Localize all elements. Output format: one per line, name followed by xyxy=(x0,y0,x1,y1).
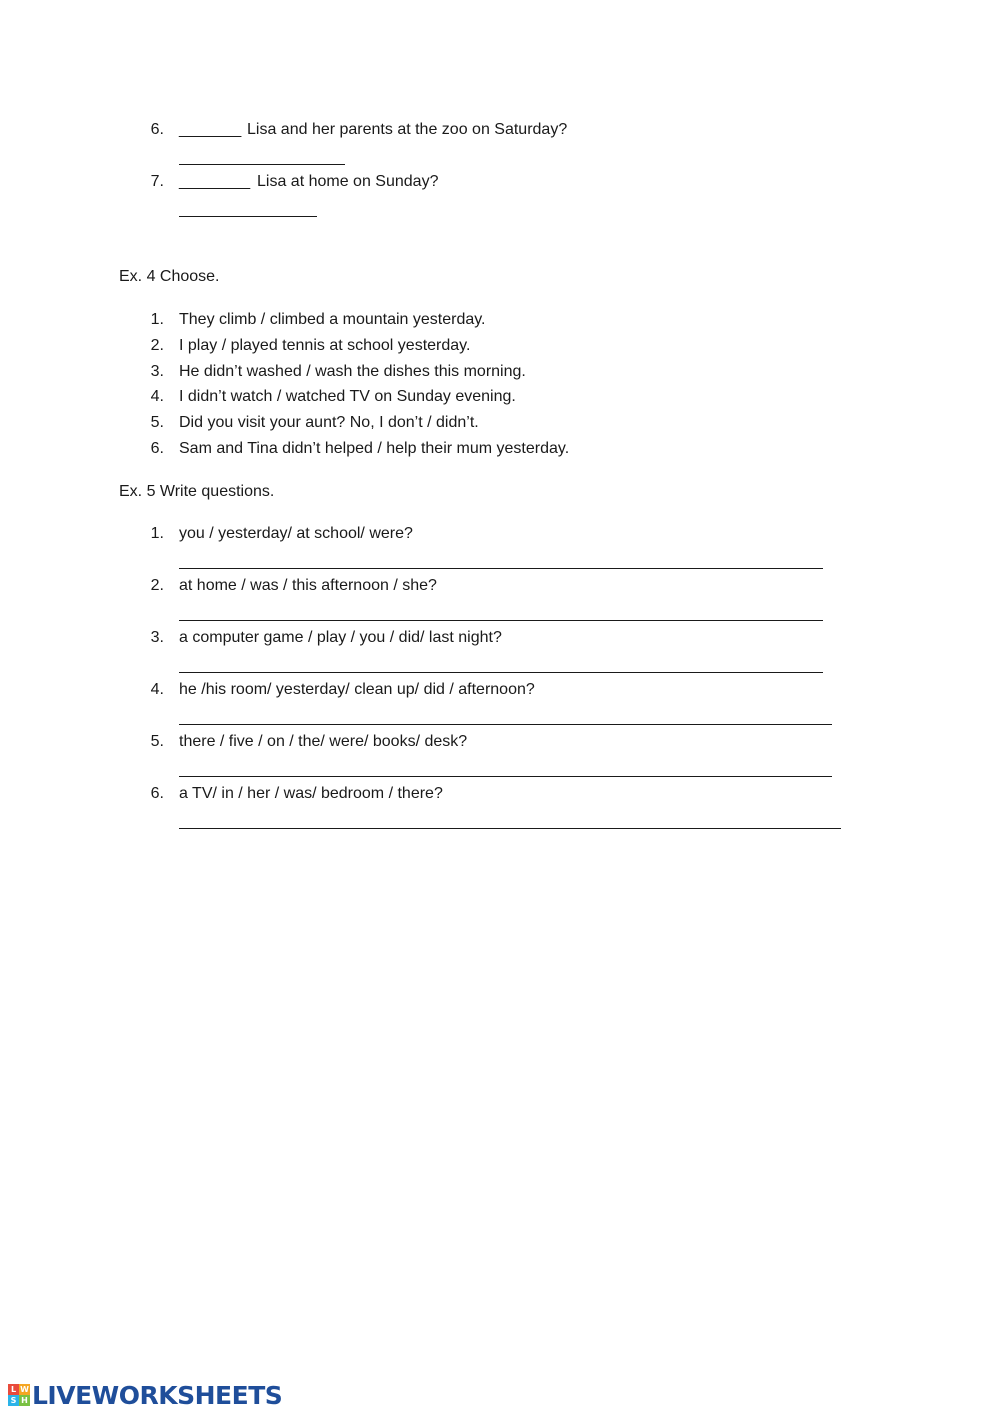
item-text: I play / played tennis at school yesterday. xyxy=(179,337,471,354)
answer-line[interactable] xyxy=(179,776,832,777)
logo-mark-icon xyxy=(8,1384,30,1406)
ex5-heading: Ex. 5 Write questions. xyxy=(119,483,275,500)
item-text: a TV/ in / her / was/ bedroom / there? xyxy=(179,785,443,802)
logo-text: LIVEWORKSHEETS xyxy=(32,1380,283,1410)
item-text: Sam and Tina didn’t helped / help their mum yesterday. xyxy=(179,440,570,457)
item-text: They climb / climbed a mountain yesterday. xyxy=(179,311,486,328)
logo-square: H xyxy=(19,1395,30,1406)
liveworksheets-logo[interactable] xyxy=(8,1380,282,1410)
logo-square: L xyxy=(8,1384,19,1395)
item-number: 6. xyxy=(150,440,164,457)
ex4-heading: Ex. 4 Choose. xyxy=(119,268,220,285)
item-text: you / yesterday/ at school/ were? xyxy=(179,525,413,542)
answer-line[interactable] xyxy=(179,164,345,165)
logo-square: S xyxy=(8,1395,19,1406)
item-number: 1. xyxy=(150,311,164,328)
item-number: 3. xyxy=(150,363,164,380)
answer-line[interactable] xyxy=(179,828,841,829)
logo-square: W xyxy=(20,1385,29,1394)
answer-line[interactable] xyxy=(179,216,317,217)
item-text: Did you visit your aunt? No, I don’t / didn’t. xyxy=(179,414,479,431)
answer-line[interactable] xyxy=(179,672,823,673)
item-number: 5. xyxy=(150,414,164,431)
item-number: 6. xyxy=(150,121,164,138)
item-text: at home / was / this afternoon / she? xyxy=(179,577,437,594)
item-text: I didn’t watch / watched TV on Sunday evening. xyxy=(179,388,516,405)
answer-line[interactable] xyxy=(179,724,832,725)
question-text: Lisa and her parents at the zoo on Saturday? xyxy=(247,121,568,138)
item-number: 7. xyxy=(150,173,164,190)
item-number: 3. xyxy=(150,629,164,646)
item-number: 4. xyxy=(150,681,164,698)
item-number: 1. xyxy=(150,525,164,542)
item-number: 2. xyxy=(150,577,164,594)
fill-blank-prefix[interactable]: ________ xyxy=(179,173,251,190)
item-number: 6. xyxy=(150,785,164,802)
item-text: there / five / on / the/ were/ books/ desk? xyxy=(179,733,468,750)
question-text: Lisa at home on Sunday? xyxy=(257,173,439,190)
item-text: a computer game / play / you / did/ last night? xyxy=(179,629,502,646)
item-number: 2. xyxy=(150,337,164,354)
answer-line[interactable] xyxy=(179,568,823,569)
item-text: He didn’t washed / wash the dishes this morning. xyxy=(179,363,526,380)
item-text: he /his room/ yesterday/ clean up/ did / afternoon? xyxy=(179,681,535,698)
fill-blank-prefix[interactable]: _______ xyxy=(179,121,242,138)
item-number: 4. xyxy=(150,388,164,405)
item-number: 5. xyxy=(150,733,164,750)
answer-line[interactable] xyxy=(179,620,823,621)
